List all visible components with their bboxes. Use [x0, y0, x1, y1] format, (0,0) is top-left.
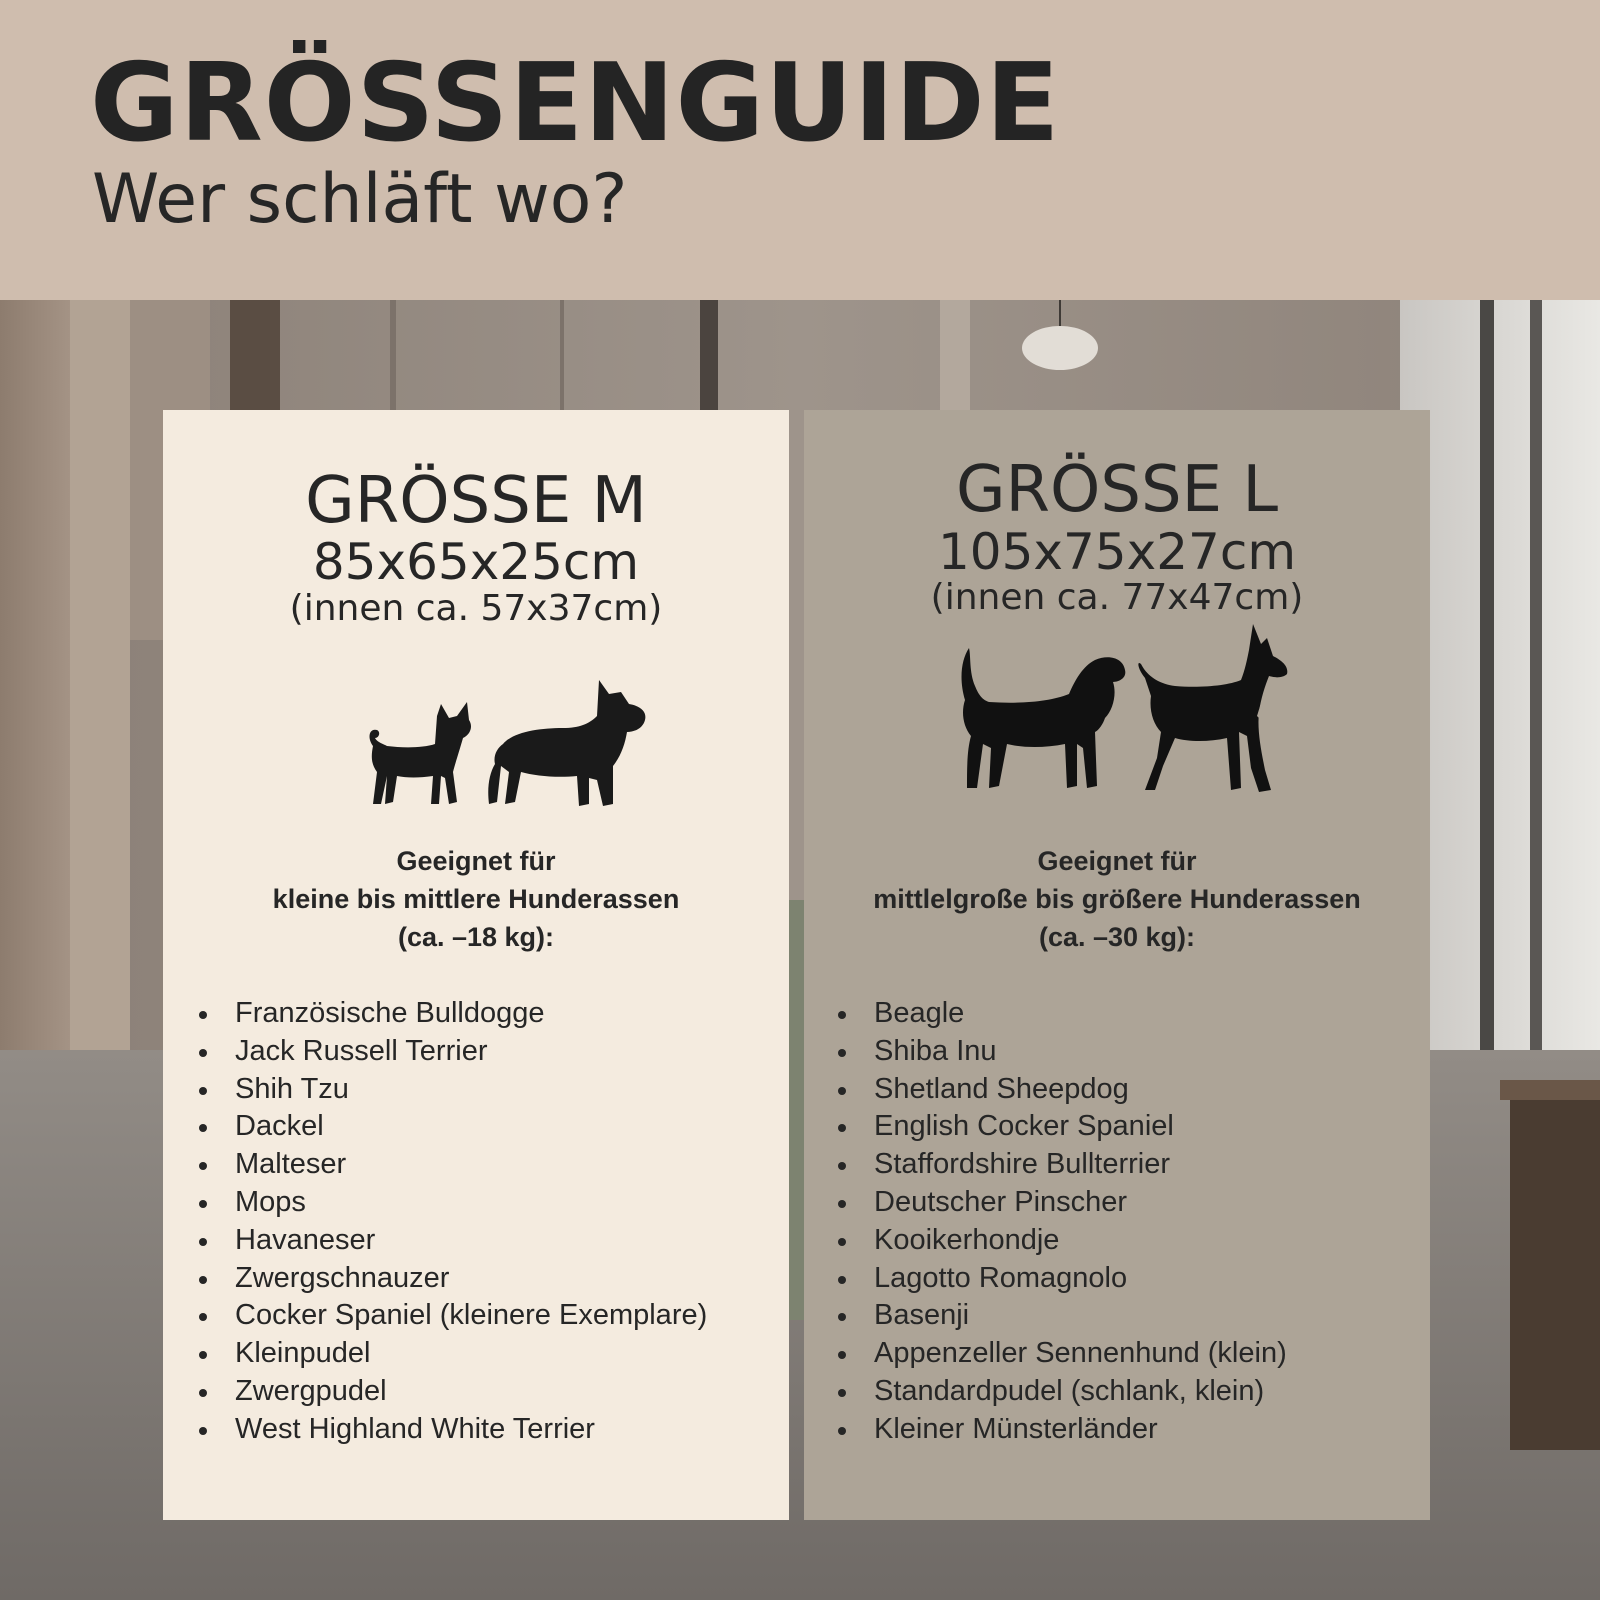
size-l-suitability	[804, 842, 1430, 956]
list-item: Appenzeller Sennenhund (klein)	[835, 1335, 1287, 1373]
list-item: Shih Tzu	[196, 1071, 707, 1109]
list-item: Shiba Inu	[835, 1033, 1287, 1071]
size-m-card	[163, 410, 789, 1520]
size-l-suitable-line-3: (ca. –30 kg):	[1038, 922, 1196, 952]
header-banner	[0, 0, 1600, 300]
size-m-inner-dimensions: (innen ca. 57x37cm)	[289, 588, 663, 629]
list-item: Kleiner Münsterländer	[835, 1411, 1287, 1449]
list-item: Staffordshire Bullterrier	[835, 1146, 1287, 1184]
list-item: Havaneser	[196, 1222, 707, 1260]
beagle-silhouette-icon	[962, 648, 1126, 788]
size-l-dog-icons	[949, 620, 1289, 810]
size-l-card	[804, 410, 1430, 1520]
size-m-suitable-line-2: kleine bis mittlere Hunderassen	[272, 884, 680, 914]
list-item: Lagotto Romagnolo	[835, 1260, 1287, 1298]
page-title: GRÖSSENGUIDE	[90, 41, 1061, 166]
french-bulldog-silhouette-icon	[488, 680, 645, 806]
size-l-dimensions: 105x75x27cm	[937, 523, 1297, 581]
size-l-title: GRÖSSE L	[955, 453, 1279, 527]
size-m-dog-icons	[363, 668, 653, 818]
size-l-suitable-line-2: mittlelgroße bis größere Hunderassen	[873, 884, 1361, 914]
list-item: Cocker Spaniel (kleinere Exemplare)	[196, 1297, 707, 1335]
size-m-suitability	[163, 842, 789, 956]
size-m-suitable-line-3: (ca. –18 kg):	[397, 922, 555, 952]
list-item: Zwergpudel	[196, 1373, 707, 1411]
list-item: Kooikerhondje	[835, 1222, 1287, 1260]
list-item: West Highland White Terrier	[196, 1411, 707, 1449]
list-item: Kleinpudel	[196, 1335, 707, 1373]
list-item: Standardpudel (schlank, klein)	[835, 1373, 1287, 1411]
list-item: Beagle	[835, 995, 1287, 1033]
size-l-suitable-line-1: Geeignet für	[1037, 846, 1197, 876]
chihuahua-silhouette-icon	[370, 702, 471, 804]
size-m-suitable-line-1: Geeignet für	[396, 846, 556, 876]
list-item: Zwergschnauzer	[196, 1260, 707, 1298]
size-m-title: GRÖSSE M	[305, 464, 647, 538]
page-subtitle: Wer schläft wo?	[92, 160, 628, 239]
size-m-breed-list	[196, 995, 707, 1449]
list-item: Jack Russell Terrier	[196, 1033, 707, 1071]
list-item: Shetland Sheepdog	[835, 1071, 1287, 1109]
list-item: Französische Bulldogge	[196, 995, 707, 1033]
size-m-dimensions: 85x65x25cm	[312, 533, 640, 591]
size-l-breed-list	[835, 995, 1287, 1449]
list-item: English Cocker Spaniel	[835, 1108, 1287, 1146]
list-item: Dackel	[196, 1108, 707, 1146]
list-item: Malteser	[196, 1146, 707, 1184]
size-l-inner-dimensions: (innen ca. 77x47cm)	[930, 577, 1304, 618]
list-item: Mops	[196, 1184, 707, 1222]
pinscher-silhouette-icon	[1138, 624, 1287, 792]
list-item: Basenji	[835, 1297, 1287, 1335]
list-item: Deutscher Pinscher	[835, 1184, 1287, 1222]
